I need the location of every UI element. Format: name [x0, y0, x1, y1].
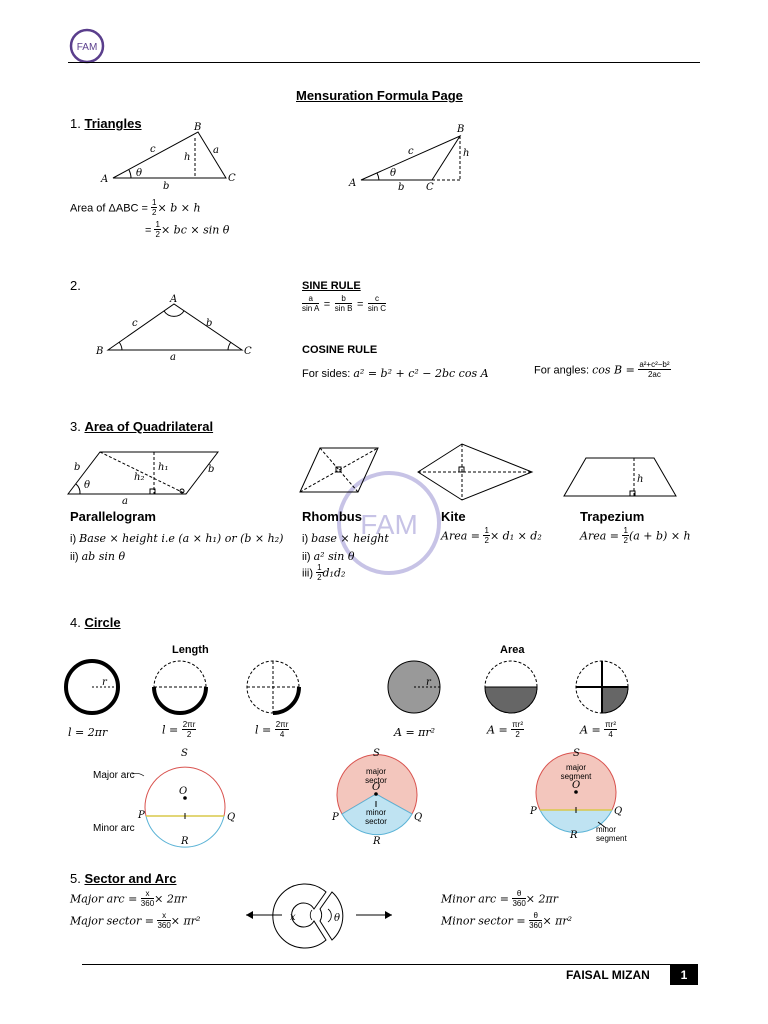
major-sector-formula: Major sector = $\frac{x}{360}$ × πr²: [70, 911, 201, 930]
circle-full-length: [62, 658, 122, 718]
svg-text:h₁: h₁: [158, 462, 169, 473]
svg-text:FAM: FAM: [360, 509, 418, 540]
segment-circle-diagram: [528, 748, 648, 847]
svg-text:θ: θ: [84, 480, 91, 491]
svg-text:P: P: [138, 810, 145, 821]
svg-text:A: A: [170, 294, 178, 305]
rhombus-formula-2: ii) a² sin θ: [302, 550, 355, 563]
rhombus-diagram: [298, 444, 388, 504]
sector-circle-diagram: [328, 748, 438, 847]
svg-text:segment: segment: [596, 834, 627, 843]
cosine-rule-sides: For sides: a² = b² + c² − 2bc cos A: [302, 367, 489, 380]
minor-arc-label: Minor arc: [93, 823, 135, 834]
svg-text:c: c: [150, 144, 156, 155]
svg-text:b: b: [206, 318, 213, 329]
rhombus-formula-3: iii) $\frac{1}{2}$ d₁d₂: [302, 563, 346, 582]
circle-half-length: [150, 658, 210, 718]
length-formula-1: l = 2πr: [68, 726, 108, 739]
svg-text:h₂: h₂: [134, 472, 145, 483]
sine-rule-formula: $\frac{a}{\text{sin A}}$ = $\frac{b}{\text{sin B}}$ = $\frac{c}{\text{sin C}}$: [302, 294, 387, 313]
svg-text:b: b: [74, 462, 81, 473]
svg-text:a: a: [170, 352, 176, 363]
svg-text:R: R: [181, 836, 189, 847]
svg-text:sector: sector: [365, 817, 387, 826]
length-label: Length: [172, 644, 209, 656]
svg-text:R: R: [373, 836, 381, 847]
svg-text:major: major: [565, 763, 587, 772]
svg-text:A: A: [349, 178, 357, 189]
svg-text:x: x: [290, 912, 296, 923]
sine-rule-heading: SINE RULE: [302, 280, 361, 292]
cosine-rule-heading: COSINE RULE: [302, 344, 378, 356]
page-title: Mensuration Formula Page: [296, 88, 463, 103]
cosine-rule-angles: For angles: cos B = $\frac{\text{a²+c²−b²}}{2ac}$: [534, 360, 670, 379]
svg-text:O: O: [372, 782, 381, 793]
header-rule: [68, 62, 700, 63]
svg-text:O: O: [572, 780, 581, 791]
svg-text:h: h: [637, 474, 644, 485]
svg-text:major: major: [365, 767, 387, 776]
major-arc-formula: Major arc = $\frac{x}{360}$ × 2πr: [70, 889, 187, 908]
svg-text:r: r: [426, 677, 431, 688]
svg-text:C: C: [244, 346, 252, 357]
parallelogram-formula-2: ii) ab sin θ: [70, 550, 126, 563]
circle-quarter-length: [243, 658, 303, 718]
minor-arc-formula: Minor arc = $\frac{\theta}{360}$ × 2πr: [441, 889, 558, 908]
svg-text:minor: minor: [596, 825, 617, 834]
circle-full-area: [384, 658, 444, 718]
triangle-area-formula-1: Area of ΔABC = $\frac{1}{2}$ × b × h: [70, 198, 201, 217]
circle-quarter-area: [572, 658, 632, 718]
svg-text:θ: θ: [136, 168, 143, 179]
kite-formula: Area = $\frac{1}{2}$ × d₁ × d₂: [441, 526, 542, 545]
length-formula-3: l = $\frac{2\pi r}{4}$: [255, 720, 289, 739]
parallelogram-diagram: [66, 446, 236, 506]
triangle-2-diagram: [346, 122, 486, 192]
svg-text:h: h: [184, 152, 191, 163]
arc-circle-diagram: [130, 748, 250, 847]
fam-logo: [68, 28, 108, 64]
logo-text: FAM: [76, 42, 98, 53]
triangle-1-diagram: [98, 120, 258, 190]
trapezium-title: Trapezium: [580, 509, 645, 524]
page-number: 1: [670, 965, 698, 985]
sector-arc-diagram: [244, 882, 394, 952]
footer-rule: [82, 964, 698, 965]
trapezium-diagram: [562, 456, 682, 506]
trapezium-formula: Area = $\frac{1}{2}$ (a + b) × h: [580, 526, 691, 545]
svg-text:Q: Q: [414, 812, 423, 823]
svg-text:a: a: [122, 496, 128, 507]
svg-text:O: O: [179, 786, 188, 797]
svg-text:a: a: [213, 145, 219, 156]
svg-text:b: b: [208, 464, 215, 475]
svg-text:c: c: [408, 146, 414, 157]
minor-sector-formula: Minor sector = $\frac{\theta}{360}$ × πr²: [441, 911, 573, 930]
svg-text:r: r: [102, 677, 107, 688]
rhombus-formula-1: i) base × height: [302, 532, 389, 545]
svg-text:P: P: [530, 806, 537, 817]
parallelogram-formula-1: i) Base × height i.e (a × h₁) or (b × h₂): [70, 532, 284, 545]
area-label: Area: [500, 644, 525, 656]
svg-text:sector: sector: [365, 776, 387, 785]
svg-text:S: S: [373, 748, 380, 759]
svg-text:R: R: [570, 830, 578, 841]
svg-text:Q: Q: [614, 806, 623, 817]
svg-text:θ: θ: [334, 913, 341, 924]
circle-half-area: [481, 658, 541, 718]
svg-text:B: B: [457, 124, 465, 135]
svg-text:S: S: [573, 748, 580, 759]
svg-text:h: h: [463, 148, 470, 159]
svg-text:C: C: [228, 173, 236, 184]
svg-text:Q: Q: [227, 812, 236, 823]
length-formula-2: l = $\frac{2\pi r}{2}$: [162, 720, 196, 739]
svg-text:b: b: [398, 182, 405, 193]
area-formula-2: A = $\frac{\text{πr²}}{2}$: [487, 720, 524, 739]
svg-text:B: B: [96, 346, 104, 357]
triangle-area-formula-2: = $\frac{1}{2}$ × bc × sin θ: [145, 220, 230, 239]
svg-text:A: A: [101, 174, 109, 185]
area-formula-1: A = πr²: [394, 726, 436, 739]
svg-text:b: b: [163, 181, 170, 192]
parallelogram-title: Parallelogram: [70, 509, 156, 524]
kite-diagram: [416, 442, 536, 502]
rhombus-title: Rhombus: [302, 509, 362, 524]
author-name: FAISAL MIZAN: [566, 968, 650, 982]
section-2-heading: 2.: [70, 278, 81, 293]
section-1-heading: 1. Triangles: [70, 116, 142, 131]
section-4-heading: 4. Circle: [70, 615, 121, 630]
svg-text:c: c: [132, 318, 138, 329]
svg-text:P: P: [332, 812, 339, 823]
area-formula-3: A = $\frac{\text{πr²}}{4}$: [580, 720, 617, 739]
major-arc-label: Major arc: [93, 770, 135, 781]
svg-text:segment: segment: [560, 772, 592, 781]
svg-text:S: S: [181, 748, 188, 759]
svg-text:B: B: [194, 122, 202, 133]
section-3-heading: 3. Area of Quadrilateral: [70, 419, 214, 434]
section-5-heading: 5. Sector and Arc: [70, 871, 177, 886]
kite-title: Kite: [441, 509, 466, 524]
svg-text:C: C: [426, 182, 434, 193]
svg-text:θ: θ: [390, 168, 397, 179]
triangle-abc-diagram: [94, 292, 264, 364]
svg-text:minor: minor: [365, 808, 387, 817]
